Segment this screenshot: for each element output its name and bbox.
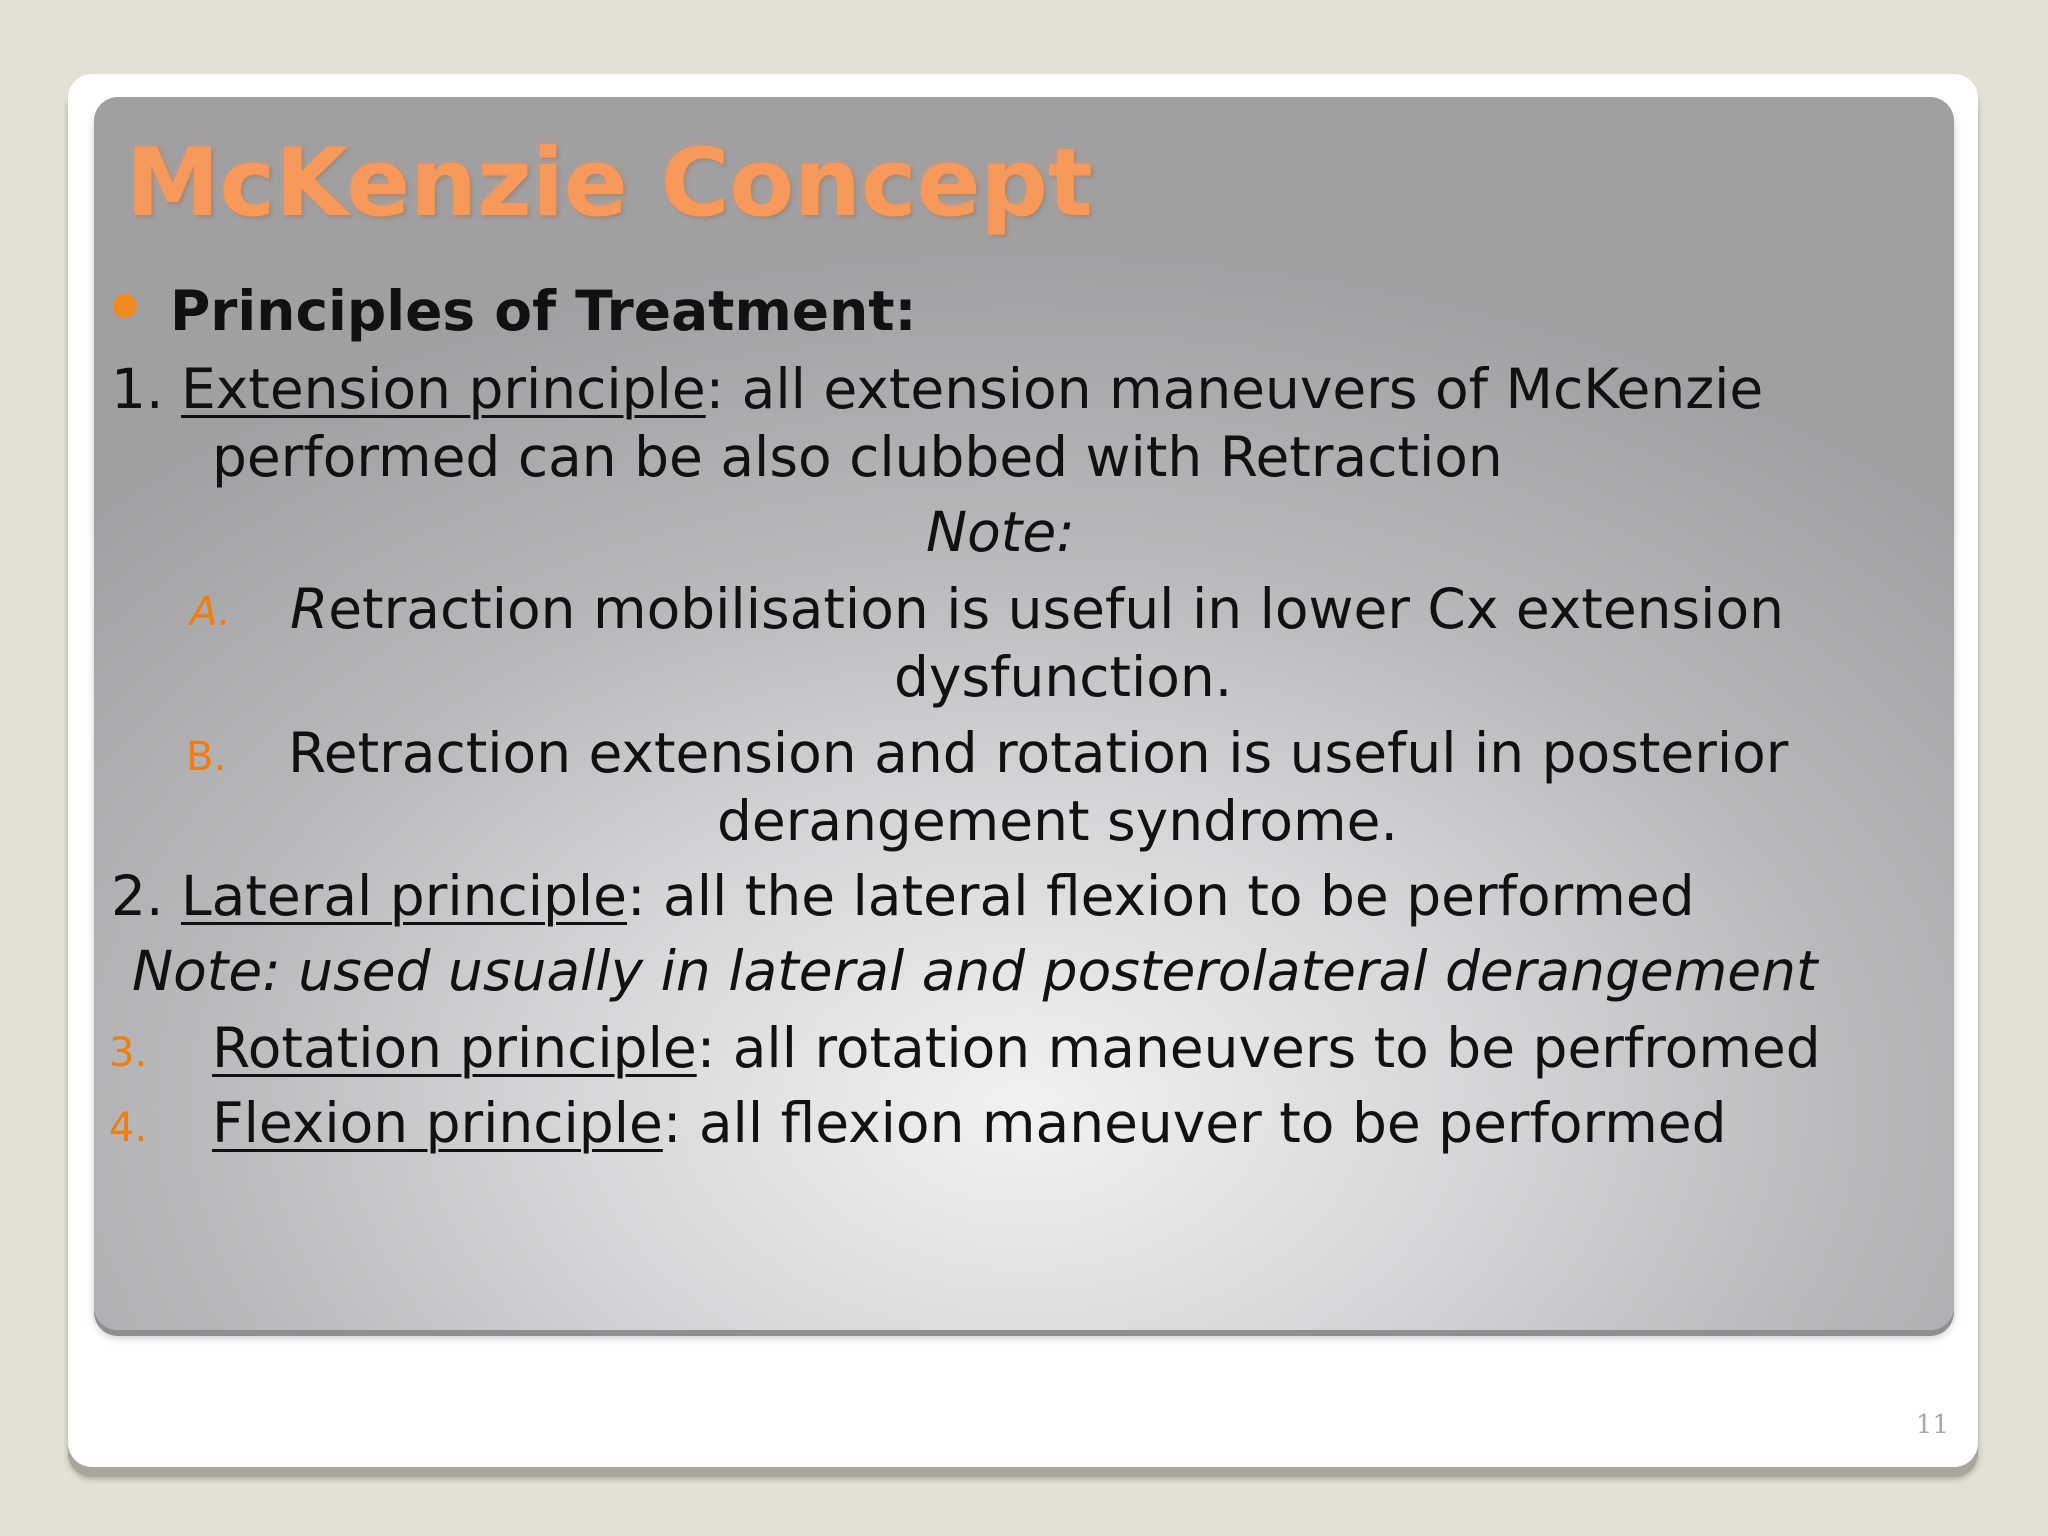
note-1: Note: <box>926 500 1075 564</box>
item-1-text-line-2: performed can be also clubbed with Retraction <box>212 425 1503 489</box>
item-3-marker: 3. <box>109 1030 148 1076</box>
slide-title: McKenzie Concept <box>126 129 1093 238</box>
sub-b-text-line-1: Retraction extension and rotation is useful in posterior <box>288 721 1789 785</box>
item-3-line <box>212 1016 1821 1080</box>
item-1-term: Extension principle <box>180 357 706 421</box>
sub-b-marker: B. <box>186 734 227 780</box>
item-3-term: Rotation principle <box>212 1016 697 1080</box>
sub-a-first-letter: R <box>290 577 329 641</box>
item-4-term: Flexion principle <box>212 1091 663 1155</box>
item-1-text-line-1: : all extension maneuvers of McKenzie <box>705 357 1764 421</box>
sub-a-line-1 <box>290 577 1784 641</box>
item-2-text: : all the lateral flexion to be performed <box>627 864 1695 928</box>
item-2-number: 2. <box>111 864 164 928</box>
item-1-number: 1. <box>111 357 164 421</box>
item-2-term: Lateral principle <box>180 864 628 928</box>
item-2-line <box>111 864 1695 928</box>
sub-a-text-line-1: etraction mobilisation is useful in lower Cx extension <box>328 577 1784 641</box>
sub-a-marker: A. <box>190 589 231 635</box>
sub-a-text-line-2: dysfunction. <box>894 645 1233 709</box>
section-heading: Principles of Treatment: <box>170 279 917 343</box>
bullet-dot-icon <box>113 294 137 318</box>
item-4-text: : all flexion maneuver to be performed <box>662 1091 1727 1155</box>
item-4-line <box>212 1091 1727 1155</box>
item-3-text: : all rotation maneuvers to be perfromed <box>696 1016 1821 1080</box>
item-4-marker: 4. <box>109 1105 148 1151</box>
item-1-line-1 <box>111 357 1764 421</box>
sub-b-text-line-2: derangement syndrome. <box>717 789 1398 853</box>
note-2: Note: used usually in lateral and posterolateral derangement <box>132 939 1818 1003</box>
page-number: 11 <box>1915 1410 1949 1440</box>
